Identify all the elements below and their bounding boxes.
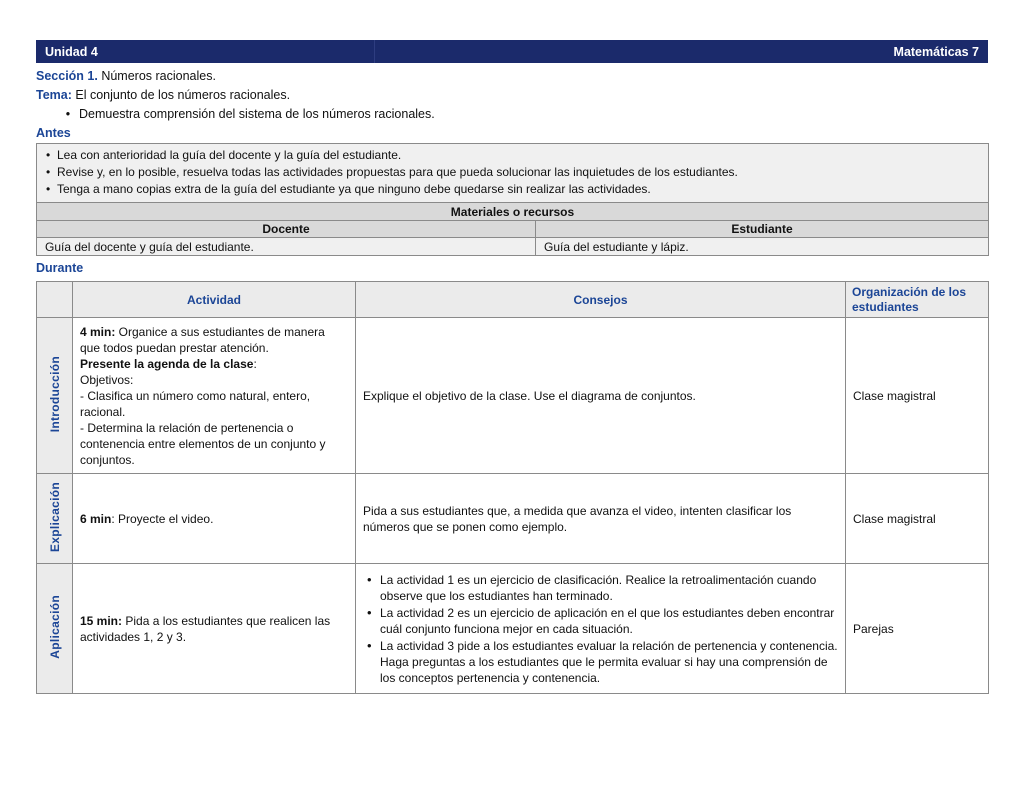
row-aplicacion bbox=[37, 564, 989, 694]
seccion-text: Números racionales. bbox=[97, 69, 216, 83]
materiales-title: Materiales o recursos bbox=[37, 203, 989, 221]
antes-heading: Antes bbox=[36, 126, 71, 140]
antes-materiales-table bbox=[36, 143, 989, 256]
introduccion-activity: 4 min: Organice a sus estudiantes de manera que todos puedan prestar atención. Presente la agenda de la clase: Objetivos: - Clasifica un número como natural, entero, racional. - Determina la relación de pertenencia o contenencia entre elementos de un conjunto y conjuntos. bbox=[73, 318, 356, 474]
materiales-col-docente: Docente bbox=[37, 221, 536, 238]
antes-box bbox=[37, 144, 989, 203]
subject-title: Matemáticas 7 bbox=[893, 44, 979, 59]
introduccion-consejos: Explique el objetivo de la clase. Use el diagrama de conjuntos. bbox=[356, 318, 846, 474]
tema-text: El conjunto de los números racionales. bbox=[71, 88, 291, 102]
materiales-docente-value: Guía del docente y guía del estudiante. bbox=[37, 238, 536, 256]
explicacion-consejos: Pida a sus estudiantes que, a medida que avanza el video, intenten clasificar los números que se ponen como ejemplo. bbox=[356, 474, 846, 564]
lesson-table bbox=[36, 281, 989, 694]
introduccion-organizacion: Clase magistral bbox=[846, 318, 989, 474]
materiales-col-estudiante: Estudiante bbox=[536, 221, 989, 238]
aplicacion-activity: 15 min: Pida a los estudiantes que realicen las actividades 1, 2 y 3. bbox=[73, 564, 356, 694]
organizacion-header: Organización de los estudiantes bbox=[846, 282, 989, 318]
phase-label-aplicacion: Aplicación bbox=[37, 564, 73, 694]
seccion-line bbox=[36, 67, 988, 86]
durante-heading: Durante bbox=[36, 261, 84, 275]
objective-line bbox=[36, 105, 988, 124]
row-introduccion bbox=[37, 318, 989, 474]
seccion-label: Sección 1. bbox=[36, 69, 98, 83]
antes-bullet-list: • Lea con anterioridad la guía del docente y la guía del estudiante. • Revise y, en lo posible, resuelva todas las actividades propuestas para que pueda solucionar las inquietudes de los estudiantes. • Tenga a mano copias extra de la guía del estudiante ya que ninguno debe quedarse sin realizar las actividades. bbox=[43, 147, 982, 198]
phase-header-cell bbox=[37, 282, 73, 318]
tema-line bbox=[36, 86, 988, 105]
explicacion-organizacion: Clase magistral bbox=[846, 474, 989, 564]
row-explicacion bbox=[37, 474, 989, 564]
materiales-estudiante-value: Guía del estudiante y lápiz. bbox=[536, 238, 989, 256]
explicacion-activity: 6 min: Proyecte el video. bbox=[73, 474, 356, 564]
actividad-header: Actividad bbox=[73, 282, 356, 318]
aplicacion-consejos bbox=[356, 564, 846, 694]
unit-header-bar bbox=[36, 40, 988, 63]
aplicacion-consejos-list: • La actividad 1 es un ejercicio de clasificación. Realice la retroalimentación cuando observe que los estudiantes han terminado. • La actividad 2 es un ejercicio de aplicación en el que los estudiantes deben encontrar cuál conjunto funciona mejor en cada situación. • La actividad 3 pide a los estudiantes evaluar la relación de pertenencia y contenencia. Haga preguntas a los estudiantes que le permita evaluar si hay una comprensión de los conceptos pertenencia y contenencia. bbox=[363, 572, 838, 686]
bullet-glyph: • bbox=[65, 107, 71, 121]
aplicacion-organizacion: Parejas bbox=[846, 564, 989, 694]
phase-label-introduccion: Introducción bbox=[37, 318, 73, 474]
lesson-table-header-row bbox=[37, 282, 989, 318]
objective-text: Demuestra comprensión del sistema de los números racionales. bbox=[79, 107, 435, 121]
unit-title: Unidad 4 bbox=[36, 40, 375, 63]
lesson-plan-page bbox=[36, 40, 988, 694]
phase-label-explicacion: Explicación bbox=[37, 474, 73, 564]
tema-label: Tema: bbox=[36, 88, 72, 102]
consejos-header: Consejos bbox=[356, 282, 846, 318]
intro-lines bbox=[36, 67, 988, 143]
